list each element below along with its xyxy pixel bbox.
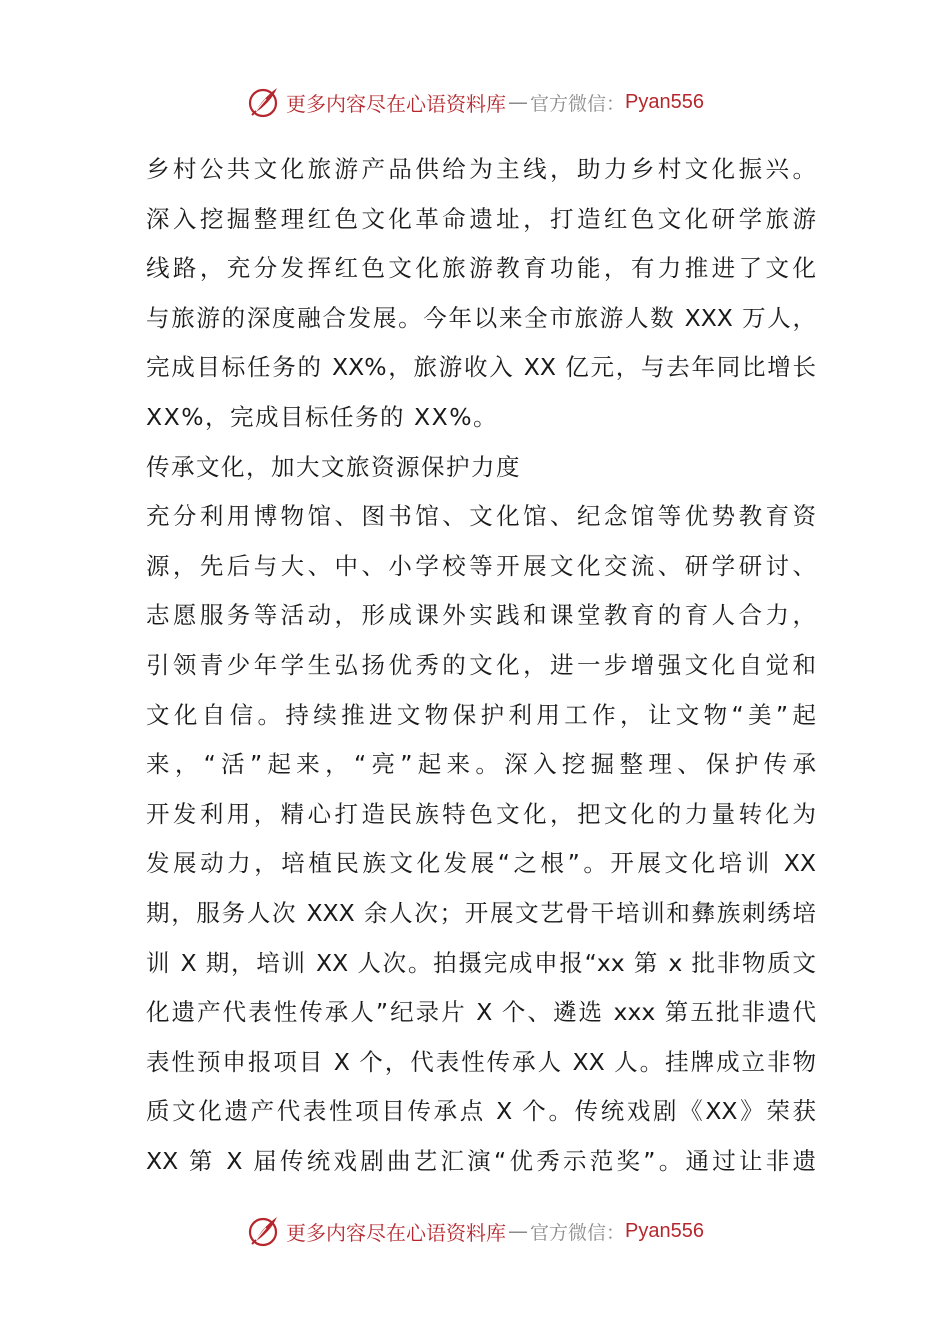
banner-title: 更多内容尽在心语资料库 bbox=[286, 91, 506, 116]
body-text-line: 期，服务人次 XXX 余人次；开展文艺骨干培训和彝族刺绣培 bbox=[146, 898, 816, 927]
banner-separator: — bbox=[508, 90, 528, 114]
banner-wechat-id: Pyan556 bbox=[625, 1219, 704, 1242]
body-text-line: 志愿服务等活动，形成课外实践和课堂教育的育人合力， bbox=[146, 601, 816, 630]
banner-title: 更多内容尽在心语资料库 bbox=[286, 1220, 506, 1245]
body-text-line: 与旅游的深度融合发展。今年以来全市旅游人数 XXX 万人， bbox=[146, 303, 816, 332]
body-text-line: 开发利用，精心打造民族特色文化，把文化的力量转化为 bbox=[146, 799, 816, 828]
body-text-line: 充分利用博物馆、图书馆、文化馆、纪念馆等优势教育资 bbox=[146, 502, 816, 531]
body-text-line: 引领青少年学生弘扬优秀的文化，进一步增强文化自觉和 bbox=[146, 650, 816, 679]
banner-separator: — bbox=[508, 1219, 528, 1243]
body-text-line: 表性预申报项目 X 个，代表性传承人 XX 人。挂牌成立非物 bbox=[146, 1047, 816, 1076]
body-text-line: XX 第 X 届传统戏剧曲艺汇演“优秀示范奖”。通过让非遗 bbox=[146, 1146, 816, 1175]
footer-watermark-banner bbox=[0, 1209, 950, 1253]
body-text-line: 传承文化，加大文旅资源保护力度 bbox=[146, 452, 521, 481]
body-text-line: 完成目标任务的 XX%，旅游收入 XX 亿元，与去年同比增长 bbox=[146, 353, 816, 382]
body-text-line: 来，“活”起来，“亮”起来。深入挖掘整理、保护传承 bbox=[146, 750, 816, 779]
body-text-line: 文化自信。持续推进文物保护利用工作，让文物“美”起 bbox=[146, 700, 816, 729]
banner-official-label: 官方微信： bbox=[530, 92, 626, 115]
document-body bbox=[146, 145, 816, 1186]
banner-official-label: 官方微信： bbox=[530, 1221, 626, 1244]
body-text-line: 乡村公共文化旅游产品供给为主线，助力乡村文化振兴。 bbox=[146, 155, 816, 183]
quill-logo-icon bbox=[246, 84, 282, 120]
body-text-line: 发展动力，培植民族文化发展“之根”。开展文化培训 XX bbox=[146, 849, 816, 878]
body-text-line: 深入挖掘整理红色文化革命遗址，打造红色文化研学旅游 bbox=[146, 204, 816, 233]
quill-logo-icon bbox=[246, 1213, 282, 1249]
body-text-line: XX%，完成目标任务的 XX%。 bbox=[146, 402, 499, 431]
body-text-line: 质文化遗产代表性项目传承点 X 个。传统戏剧《XX》荣获 bbox=[146, 1097, 816, 1126]
banner-wechat-id: Pyan556 bbox=[625, 90, 704, 113]
body-text-line: 化遗产代表性传承人”纪录片 X 个、遴选 xxx 第五批非遗代 bbox=[146, 998, 816, 1027]
body-text-line: 训 X 期，培训 XX 人次。拍摄完成申报“xx 第 x 批非物质文 bbox=[146, 948, 816, 977]
header-watermark-banner bbox=[0, 80, 950, 124]
body-text-line: 源，先后与大、中、小学校等开展文化交流、研学研讨、 bbox=[146, 551, 816, 580]
body-text-line: 线路，充分发挥红色文化旅游教育功能，有力推进了文化 bbox=[146, 254, 816, 283]
